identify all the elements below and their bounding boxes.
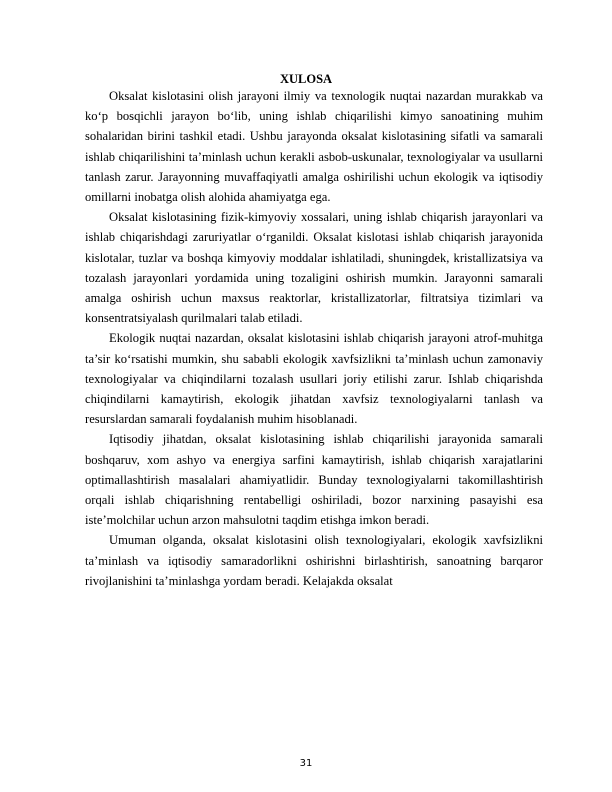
paragraph-4: Iqtisodiy jihatdan, oksalat kislotasining ishlab chiqarilishi jarayonida samarali boshqaruv, xom ashyo va energiya sarfini kamaytirish, ishlab chiqarish xarajatlarini optimallashtirish masalalari ahamiyatlidir. Bunday texnologiyalarni takomillashtirish orqali ishlab chiqarishning rentabelligi oshiriladi, bozor narxining pasayishi esa iste’molchilar uchun arzon mahsulotni taqdim etishga imkon beradi. (85, 432, 543, 528)
paragraph-2: Oksalat kislotasining fizik-kimyoviy xossalari, uning ishlab chiqarish jarayonlari va ishlab chiqarishdagi zaruriyatlar o‘rganildi. Oksalat kislotasi ishlab chiqarish jarayonida kislotalar, tuzlar va boshqa kimyoviy moddalar ishlatiladi, shuningdek, kristallizatsiya va tozalash jarayonlari yordamida uning tozaligini oshirish mumkin. Jarayonni samarali amalga oshirish uchun maxsus reaktorlar, kristallizatorlar, filtratsiya tizimlari va konsentratsiyalash qurilmalari talab etiladi. (85, 210, 543, 326)
paragraph-5: Umuman olganda, oksalat kislotasini olish texnologiyalari, ekologik xavfsizlikni ta’minlash va iqtisodiy samaradorlikni oshirishni birlashtirish, sanoatning barqaror rivojlanishini ta’minlashga yordam beradi. Kelajakda oksalat (85, 533, 543, 588)
paragraph-1: Oksalat kislotasini olish jarayoni ilmiy va texnologik nuqtai nazardan murakkab va ko‘p bosqichli jarayon bo‘lib, uning ishlab chiqarilishi kimyo sanoatining muhim sohalaridan birini tashkil etadi. Ushbu jarayonda oksalat kislotasining sifatli va samarali ishlab chiqarilishini ta’minlash uchun kerakli asbob-uskunalar, texnologiyalar va usullarni tanlash zarur. Jarayonning muvaffaqiyatli amalga oshirilishi uchun ekologik va iqtisodiy omillarni inobatga olish alohida ahamiyatga ega. (85, 89, 543, 205)
paragraph-3: Ekologik nuqtai nazardan, oksalat kislotasini ishlab chiqarish jarayoni atrof-muhitga ta’sir ko‘rsatishi mumkin, shu sababli ekologik xavfsizlikni ta’minlash uchun zamonaviy texnologiyalar va chiqindilarni tozalash usullari joriy etilishi zarur. Ishlab chiqarishda chiqindilarni kamaytirish, ekologik jihatdan xavfsiz texnologiyalarni tanlash va resurslardan samarali foydalanish muhim hisoblanadi. (85, 331, 543, 427)
document-body (85, 86, 543, 591)
page-title: XULOSA (279, 72, 333, 86)
page-number: 31 (299, 758, 313, 769)
